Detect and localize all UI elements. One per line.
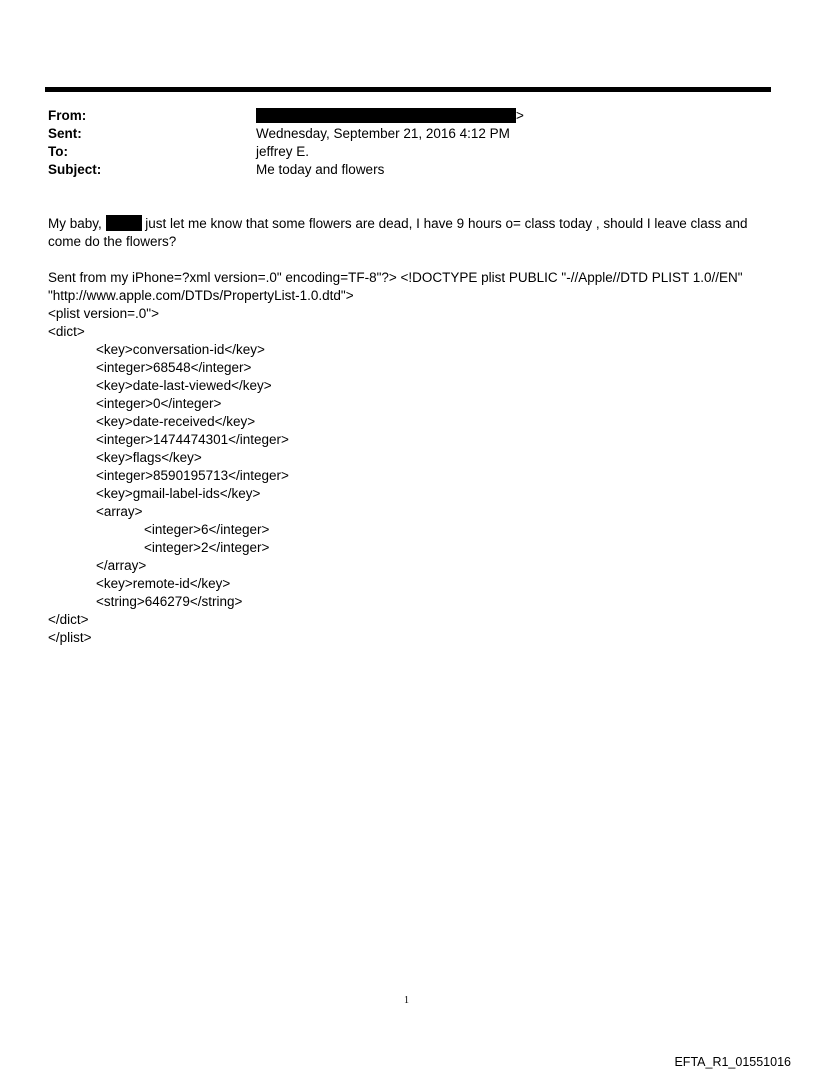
from-suffix: > — [516, 108, 524, 123]
to-label: To: — [48, 144, 68, 159]
plist-line: <key>date-last-viewed</key> — [96, 378, 272, 393]
plist-line: <integer>68548</integer> — [96, 360, 252, 375]
subject-label: Subject: — [48, 162, 102, 177]
plist-line: </array> — [96, 558, 147, 573]
top-divider-rule — [45, 87, 771, 92]
sent-value: Wednesday, September 21, 2016 4:12 PM — [256, 126, 510, 141]
page-number: 1 — [404, 995, 409, 1006]
plist-line: <key>conversation-id</key> — [96, 342, 265, 357]
from-label: From: — [48, 108, 87, 123]
plist-line: <integer>1474474301</integer> — [96, 432, 289, 447]
name-redaction-box — [106, 215, 142, 231]
sent-from-line-2: "http://www.apple.com/DTDs/PropertyList-1.0.dtd"> — [48, 288, 354, 303]
plist-line: <string>646279</string> — [96, 594, 243, 609]
plist-line: </dict> — [48, 612, 89, 627]
sent-from-line-1: Sent from my iPhone=?xml version=.0" encoding=TF-8"?> <!DOCTYPE plist PUBLIC "-//Apple//DTD PLIST 1.0//EN" — [48, 270, 743, 285]
plist-line: <integer>2</integer> — [144, 540, 270, 555]
plist-line: <array> — [96, 504, 143, 519]
plist-line: <integer>0</integer> — [96, 396, 222, 411]
subject-value: Me today and flowers — [256, 162, 385, 177]
message-line-2: come do the flowers? — [48, 234, 177, 249]
plist-line: <key>gmail-label-ids</key> — [96, 486, 261, 501]
plist-line: </plist> — [48, 630, 92, 645]
sender-redaction-box — [256, 108, 516, 123]
plist-line: <key>flags</key> — [96, 450, 202, 465]
message-line-1-end: just let me know that some flowers are dead, I have 9 hours o= class today , should I leave class and — [141, 216, 748, 231]
plist-line: <plist version=.0"> — [48, 306, 159, 321]
message-line-1 — [48, 215, 747, 233]
plist-line: <key>remote-id</key> — [96, 576, 231, 591]
plist-line: <integer>6</integer> — [144, 522, 270, 537]
document-id: EFTA_R1_01551016 — [674, 1055, 791, 1069]
plist-line: <dict> — [48, 324, 85, 339]
from-value — [256, 107, 524, 125]
plist-line: <key>date-received</key> — [96, 414, 256, 429]
sent-label: Sent: — [48, 126, 82, 141]
to-value: jeffrey E. — [256, 144, 310, 159]
message-line-1-start: My baby, — [48, 216, 106, 231]
plist-line: <integer>8590195713</integer> — [96, 468, 289, 483]
